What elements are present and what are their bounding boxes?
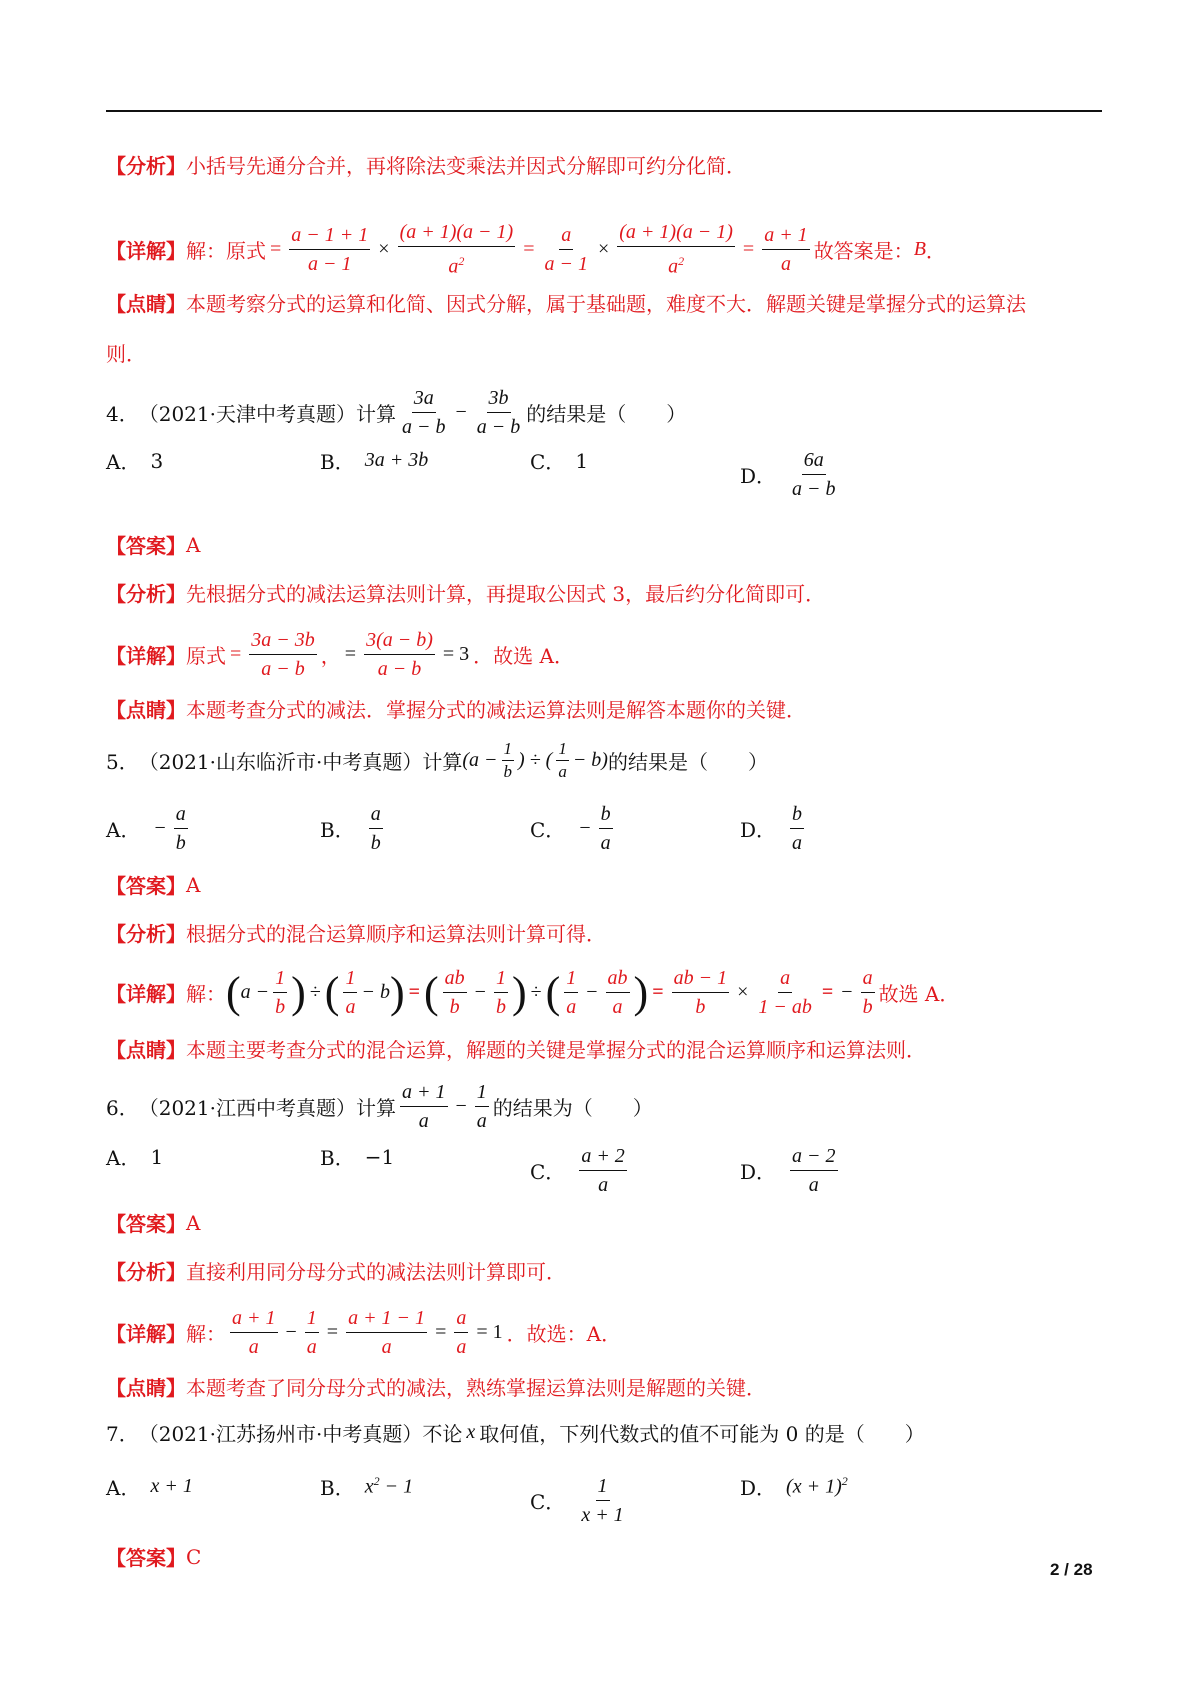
formula: $\frac{a}{a}$ — [454, 1304, 468, 1361]
formula: $\frac{ab - 1}{b}$ — [672, 964, 730, 1021]
q5-answer: 【答案】 A — [106, 872, 201, 898]
q6-stem: 6． （2021·江西中考真题）计算 $\frac{a + 1}{a}$ − $\frac{1}{a}$ 的结果为（ ） — [106, 1078, 653, 1135]
q7-stem: 7． （2021·江苏扬州市·中考真题）不论 x 取何值，下列代数式的值不可能为 0 的是（ ） — [106, 1421, 925, 1446]
q4-option-a[interactable]: A． 3 — [106, 448, 164, 474]
times-sign: × — [378, 237, 390, 260]
q7-option-d[interactable]: D． $(x + 1)^2$ — [740, 1474, 848, 1500]
q5-note: 【点睛】 本题主要考查分式的混合运算，解题的关键是掌握分式的混合运算顺序和运算法则． — [106, 1038, 926, 1062]
formula: $\frac{a}{b}$ — [369, 800, 383, 857]
q4-stem: 4． （2021·天津中考真题）计算 $\frac{3a}{a - b}$ − $\frac{3b}{a - b}$ 的结果是（ ） — [106, 384, 686, 441]
formula: $\frac{ab}{b}$ — [443, 964, 467, 1021]
formula: $\frac{1}{a}$ — [564, 964, 578, 1021]
q6-option-b[interactable]: B． −1 — [320, 1144, 395, 1170]
formula: $\frac{a}{a - 1}$ — [542, 221, 590, 278]
q6-option-d[interactable]: D． $\frac{a - 2}{a}$ — [740, 1142, 842, 1199]
q5-option-b[interactable]: B． $\frac{a}{b}$ — [320, 800, 387, 857]
formula: $\frac{(a + 1)(a - 1)}{a^2}$ — [617, 218, 735, 281]
q5-stem: 5． （2021·山东临沂市·中考真题）计算 (a − $\frac{1}{b}$ ) ÷ ( $\frac{1}{a}$ − b) 的结果是（ ） — [106, 739, 768, 781]
q6-detail: 【详解】 解： $\frac{a + 1}{a}$ − $\frac{1}{a}$ = $\frac{a + 1 - 1}{a}$ = $\frac{a}{a}$ = 1 ．故选：A． — [106, 1304, 621, 1361]
q6-answer: 【答案】 A — [106, 1210, 201, 1236]
q3-note-cont: 则． — [106, 342, 146, 366]
q5-option-d[interactable]: D． $\frac{b}{a}$ — [740, 800, 808, 857]
equals-sign: = — [270, 237, 282, 260]
formula: $\frac{1}{a}$ — [305, 1304, 319, 1361]
formula: $\frac{a}{b}$ — [174, 800, 188, 857]
q7-option-b[interactable]: B． $x^2 - 1$ — [320, 1474, 414, 1500]
q7-option-a[interactable]: A． x + 1 — [106, 1475, 193, 1500]
formula: $\frac{a - 2}{a}$ — [790, 1142, 838, 1199]
formula: $\frac{ab}{a}$ — [606, 964, 630, 1021]
q7-answer: 【答案】 C — [106, 1544, 202, 1570]
formula: $\frac{1}{a}$ — [558, 739, 567, 781]
q3-note: 【点睛】 本题考察分式的运算和化简、因式分解，属于基础题，难度不大．解题关键是掌握分式的运算法 — [106, 292, 1026, 316]
formula: $\frac{a + 2}{a}$ — [579, 1142, 627, 1199]
q4-option-c[interactable]: C． 1 — [530, 448, 589, 474]
times-sign: × — [597, 237, 610, 260]
formula: $\frac{1}{b}$ — [273, 964, 287, 1021]
formula: $\frac{1}{b}$ — [503, 739, 513, 781]
q6-analysis: 【分析】 直接利用同分母分式的减法法则计算即可． — [106, 1260, 566, 1284]
formula: $\frac{a - 1 + 1}{a - 1}$ — [289, 221, 370, 278]
page-number: 2 / 28 — [1050, 1560, 1093, 1579]
q5-detail: 【详解】 解： ( a − $\frac{1}{b}$ ) ÷ ( $\frac{1}{a}$ − b ) = ( $\frac{ab}{b}$ − $\frac{1}{b}$ ) ÷ ( $\frac{1}{a}$ − $\frac{ab}{a}$ ) = $\frac{ab - 1}{b}$ × $\frac{a}{1 - ab}$ = − $\frac{a}{b}$ 故选 A． — [106, 964, 959, 1021]
q4-answer: 【答案】 A — [106, 532, 201, 558]
q4-option-b[interactable]: B． 3a + 3b — [320, 449, 429, 474]
formula: $\frac{3a - 3b}{a - b}$ — [249, 626, 317, 683]
formula: $\frac{a + 1}{a}$ — [400, 1078, 448, 1135]
formula: $\frac{3(a - b)}{a - b}$ — [364, 626, 435, 683]
q4-option-d[interactable]: D． $\frac{6a}{a - b}$ — [740, 446, 842, 503]
equals-sign: = — [742, 237, 755, 260]
q6-option-a[interactable]: A． 1 — [106, 1144, 164, 1170]
formula: $\frac{b}{a}$ — [790, 800, 804, 857]
formula: $\frac{1}{b}$ — [494, 964, 508, 1021]
header-rule — [106, 110, 1102, 112]
formula: $\frac{(a + 1)(a - 1)}{a^2}$ — [398, 218, 516, 281]
q6-note: 【点睛】 本题考查了同分母分式的减法，熟练掌握运算法则是解题的关键． — [106, 1376, 766, 1400]
q4-note: 【点睛】 本题考查分式的减法．掌握分式的减法运算法则是解答本题你的关键． — [106, 698, 806, 722]
equals-sign: = — [230, 643, 242, 665]
formula: $\frac{1}{a}$ — [475, 1078, 489, 1135]
q5-option-c[interactable]: C． − $\frac{b}{a}$ — [530, 800, 617, 857]
q4-analysis: 【分析】 先根据分式的减法运算法则计算，再提取公因式 3，最后约分化简即可． — [106, 582, 826, 606]
q5-option-a[interactable]: A． − $\frac{a}{b}$ — [106, 800, 192, 857]
q6-option-c[interactable]: C． $\frac{a + 2}{a}$ — [530, 1142, 631, 1199]
formula: $\frac{a + 1}{a}$ — [762, 221, 810, 278]
formula: $\frac{3b}{a - b}$ — [475, 384, 523, 441]
q3-detail: 【详解】 解：原式 = $\frac{a - 1 + 1}{a - 1}$ × $\frac{(a + 1)(a - 1)}{a^2}$ = $\frac{a}{a - 1}$ × $\frac{(a + 1)(a - 1)}{a^2}$ = $\frac{a + 1}{a}$ 故答案是： B ． — [106, 218, 946, 281]
formula: $\frac{1}{a}$ — [343, 964, 357, 1021]
q5-analysis: 【分析】 根据分式的混合运算顺序和运算法则计算可得． — [106, 922, 606, 946]
formula: $\frac{3a}{a - b}$ — [400, 384, 448, 441]
formula: $\frac{a}{1 - ab}$ — [756, 964, 814, 1021]
q4-detail: 【详解】 原式 = $\frac{3a - 3b}{a - b}$ ， = $\frac{3(a - b)}{a - b}$ = 3 ．故选 A． — [106, 626, 574, 683]
formula: $\frac{1}{x + 1}$ — [579, 1472, 625, 1529]
formula: $\frac{a}{b}$ — [861, 964, 875, 1021]
formula: $\frac{a + 1 - 1}{a}$ — [346, 1304, 427, 1361]
formula: $\frac{a + 1}{a}$ — [230, 1304, 278, 1361]
equals-sign: = — [523, 237, 535, 260]
q3-analysis: 【分析】 小括号先通分合并，再将除法变乘法并因式分解即可约分化简． — [106, 154, 746, 178]
formula: $\frac{6a}{a - b}$ — [790, 446, 838, 503]
q7-option-c[interactable]: C． $\frac{1}{x + 1}$ — [530, 1472, 630, 1529]
formula: $\frac{b}{a}$ — [599, 800, 613, 857]
